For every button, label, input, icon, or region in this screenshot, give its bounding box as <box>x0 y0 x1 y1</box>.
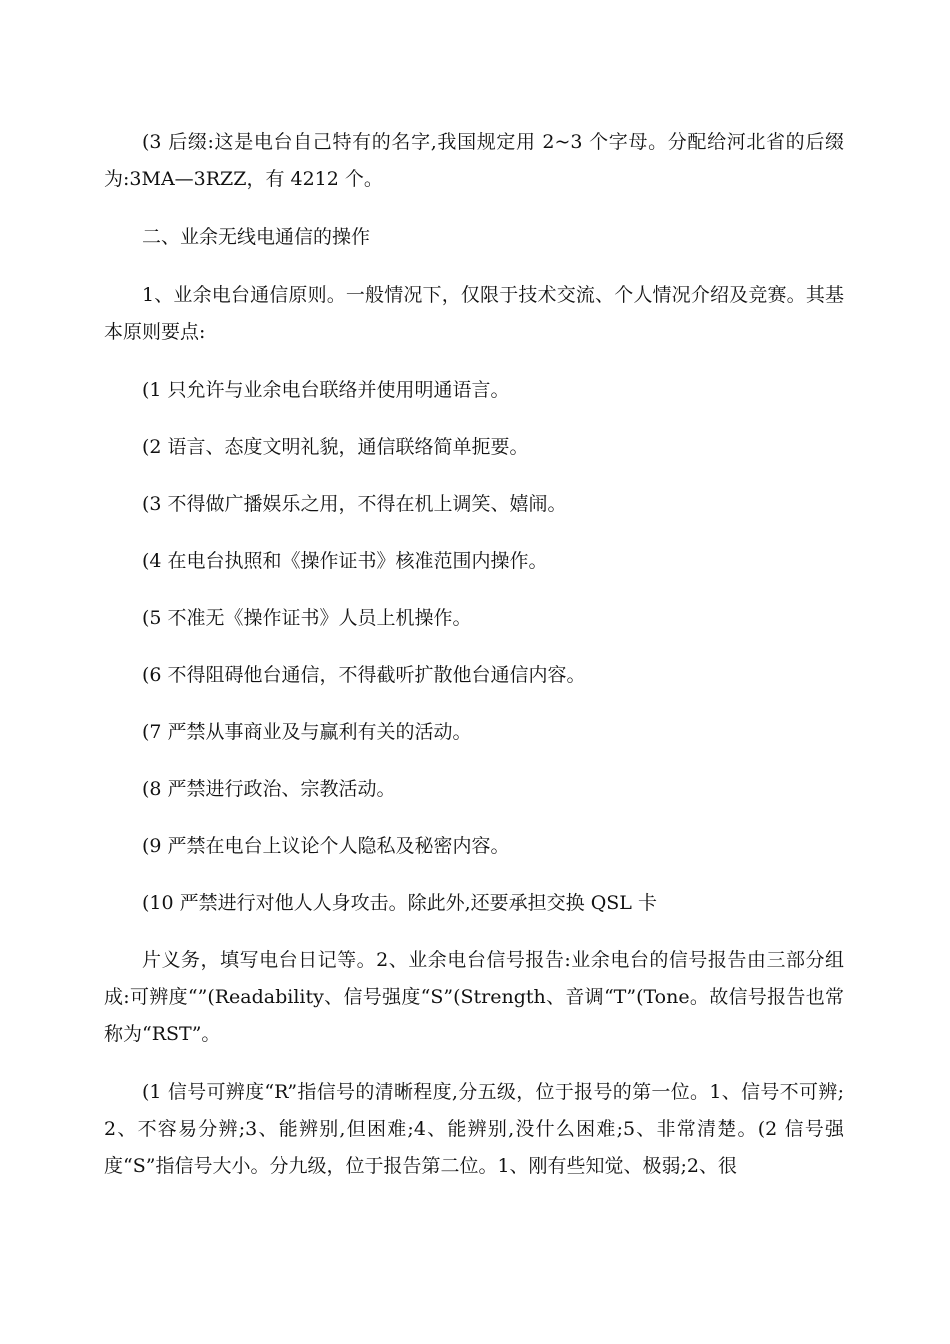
list-item: (10 严禁进行对他人人身攻击。除此外,还要承担交换 QSL 卡 <box>142 892 657 914</box>
paragraph-rst-levels: (1 信号可辨度“R”指信号的清晰程度,分五级，位于报号的第一位。1、信号不可辨;2、不容易分辨;3、能辨别,但困难;4、能辨别,没什么困难;5、非常清楚。(2 信号强度“S”指信号大小。分九级，位于报告第二位。1、刚有些知觉、极弱;2、很 <box>104 1081 844 1177</box>
document-body <box>104 124 844 1206</box>
list-item: (2 语言、态度文明礼貌，通信联络简单扼要。 <box>142 436 529 458</box>
paragraph-principles: 1、业余电台通信原则。一般情况下，仅限于技术交流、个人情况介绍及竞赛。其基本原则要点: <box>104 284 844 343</box>
paragraph-suffix: (3 后缀:这是电台自己特有的名字,我国规定用 2~3 个字母。分配给河北省的后缀为:3MA—3RZZ，有 4212 个。 <box>104 131 844 190</box>
list-item: (8 严禁进行政治、宗教活动。 <box>142 778 396 800</box>
paragraph-signal-report: 片义务，填写电台日记等。2、业余电台信号报告:业余电台的信号报告由三部分组成:可辨度“”(Readability、信号强度“S”(Strength、音调“T”(Tone。故信号报告也常称为“RST”。 <box>104 949 844 1045</box>
list-item: (4 在电台执照和《操作证书》核准范围内操作。 <box>142 550 548 572</box>
list-item: (3 不得做广播娱乐之用，不得在机上调笑、嬉闹。 <box>142 493 567 515</box>
list-item: (5 不准无《操作证书》人员上机操作。 <box>142 607 472 629</box>
list-item: (1 只允许与业余电台联络并使用明通语言。 <box>142 379 510 401</box>
list-item: (6 不得阻碍他台通信，不得截听扩散他台通信内容。 <box>142 664 586 686</box>
section-heading: 二、业余无线电通信的操作 <box>142 226 371 248</box>
list-item: (7 严禁从事商业及与赢利有关的活动。 <box>142 721 472 743</box>
list-item: (9 严禁在电台上议论个人隐私及秘密内容。 <box>142 835 510 857</box>
